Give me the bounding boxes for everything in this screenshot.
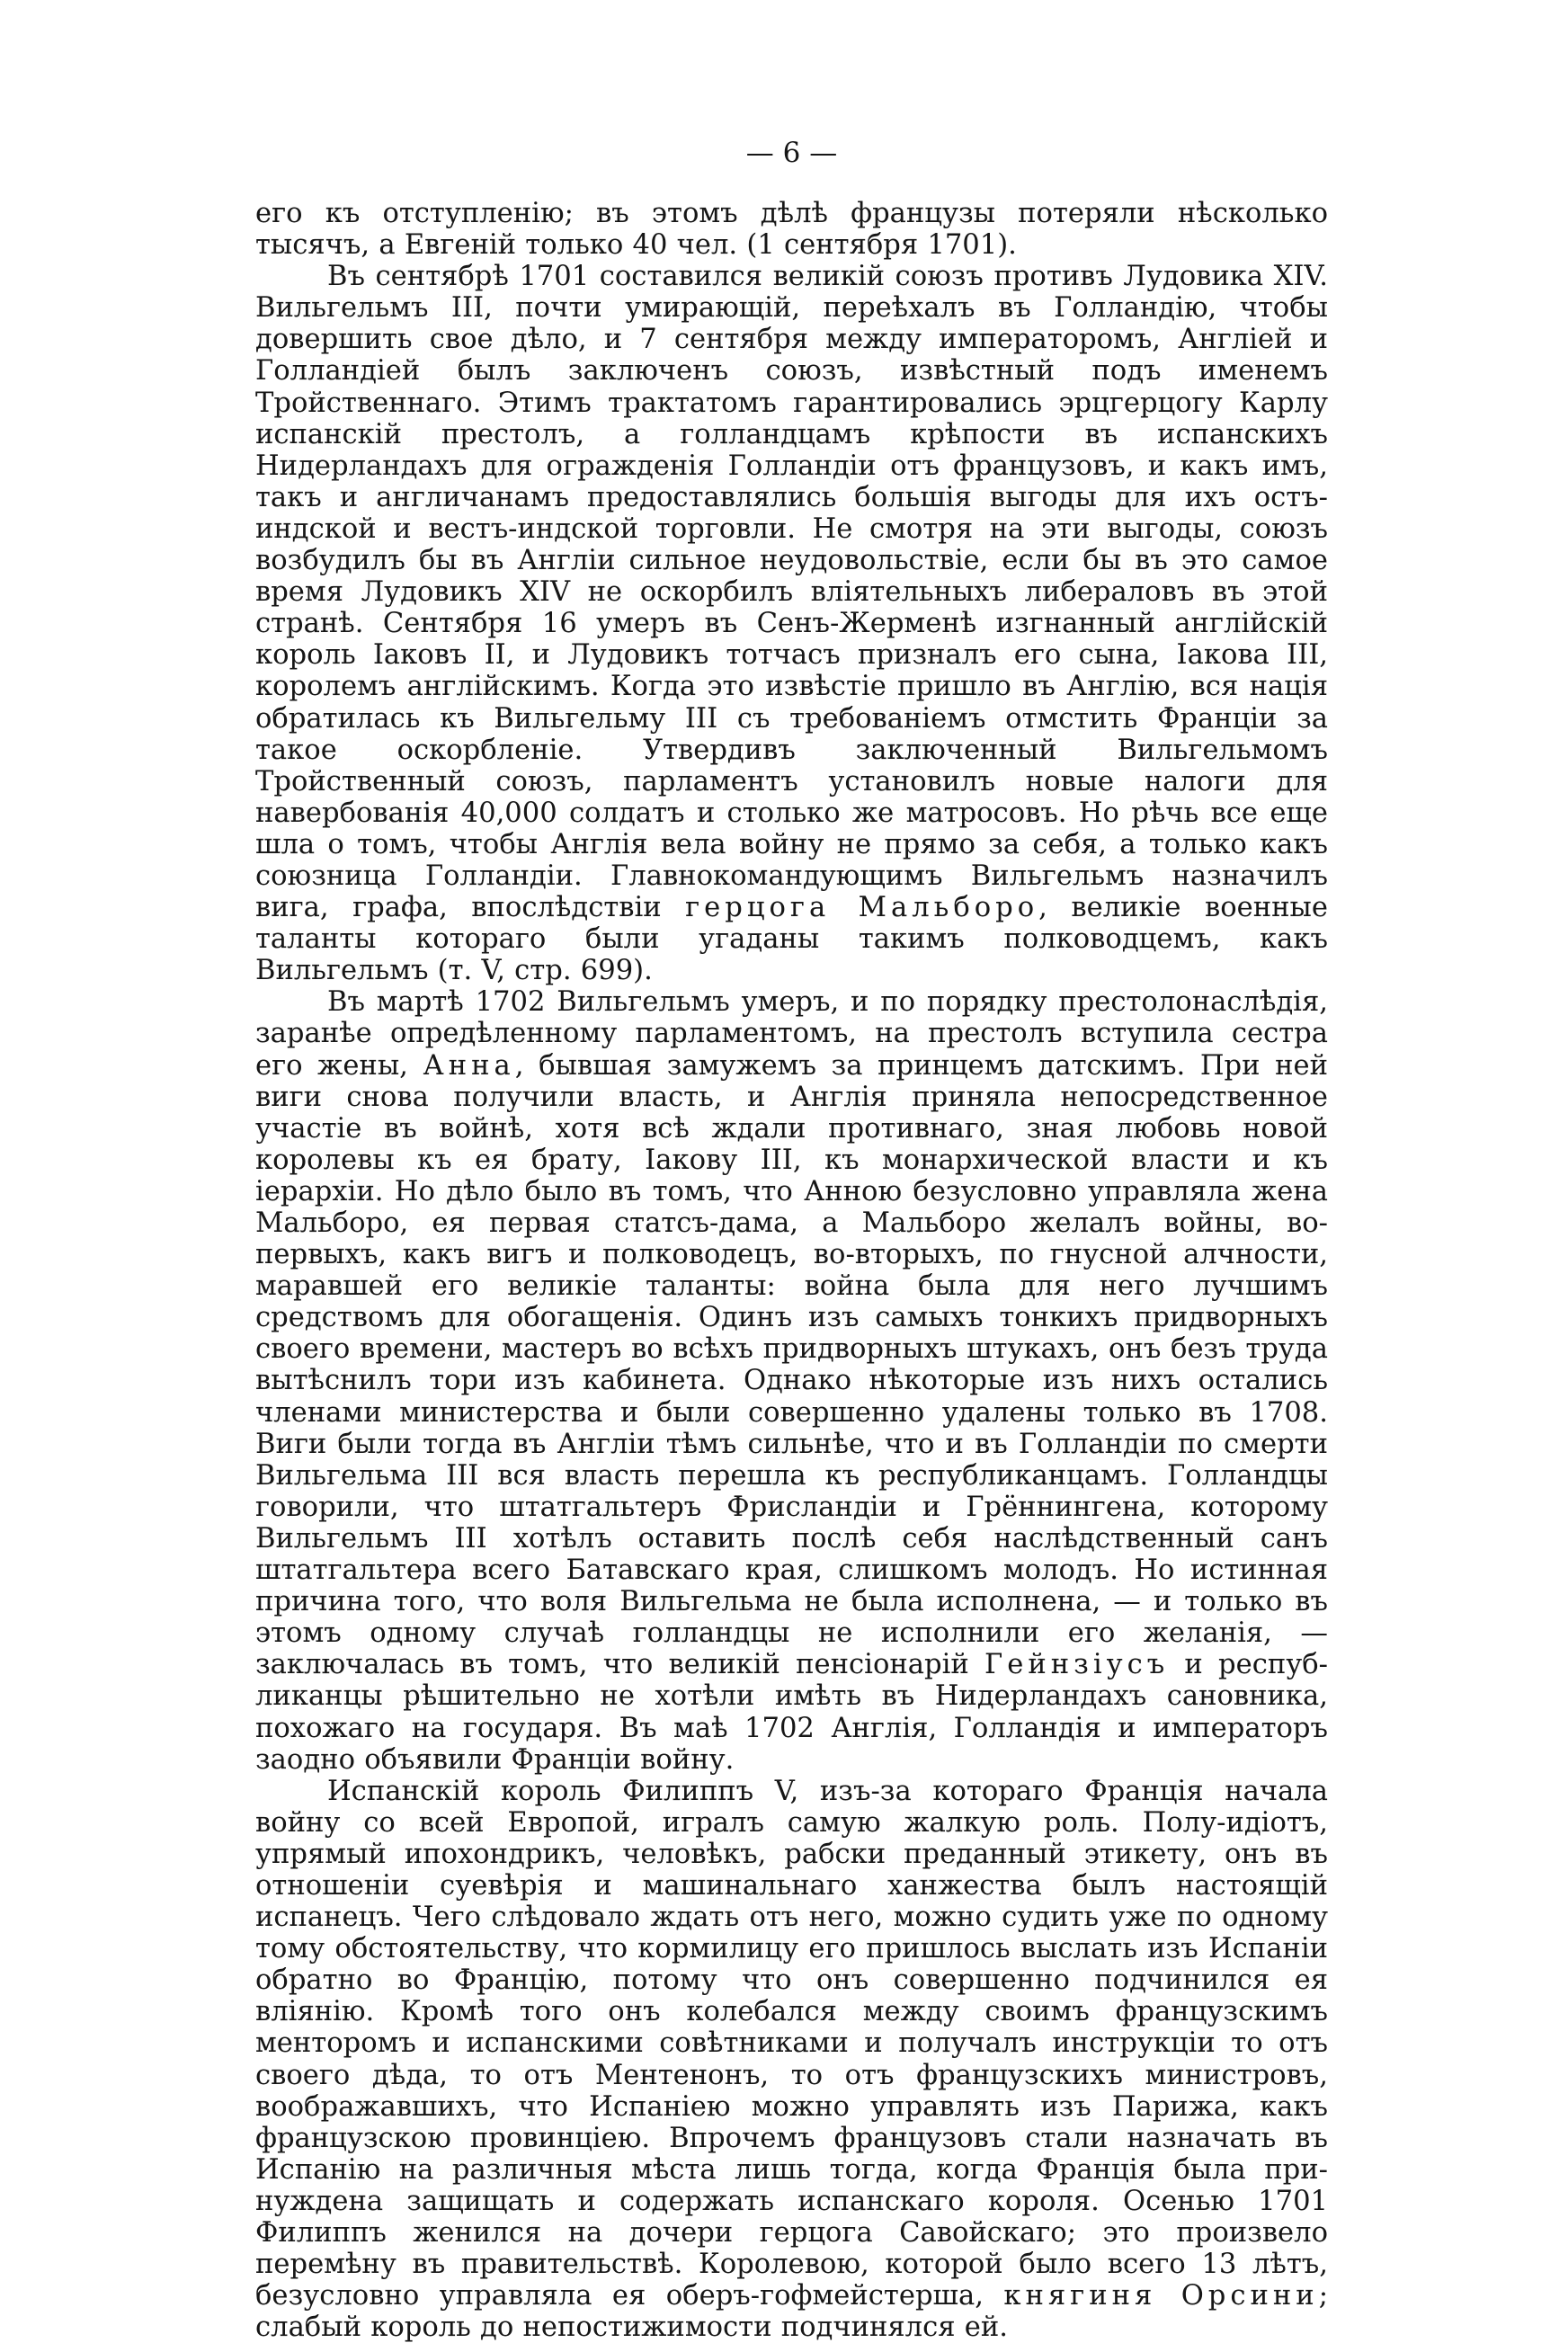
text-segment: Въ сентябрѣ 1701 составился великій союзъ противъ Лудовика XIV. Вильгельмъ III, почти умирающій, переѣхалъ въ Голландію, чтобы довершить свое дѣло, и 7 сентября между императоромъ, Англіей и Голландіей былъ заключенъ союзъ, извѣстный подъ именемъ Тройственнаго. Этимъ трактатомъ гарантировались эрцгерцогу Карлу испанскій престолъ, а голландцамъ крѣпости въ испанскихъ Нидерландахъ для огражденія Голландіи отъ французовъ, и какъ имъ, такъ и англичанамъ предоставлялись большія выгоды для ихъ остъ-индской и вестъ-индской торговли. Не смотря на эти выгоды, союзъ возбудилъ бы въ Англіи сильное неудовольствіе, если бы въ это самое время Лудовикъ XIV не оскорбилъ вліятельныхъ либераловъ въ этой странѣ. Сентября 16 умеръ въ Сенъ-Жерменѣ изгнанный англійскій король Іаковъ II, и Лудовикъ тотчасъ призналъ его сына, Іакова III, королемъ англійскимъ. Когда это извѣстіе пришло въ Англію, вся нація обратилась къ Вильгельму III съ требованіемъ отмстить Франціи за такое оскорбленіе. Утвердивъ заключенный Вильгельмомъ Тройственный союзъ, парламентъ установилъ новые налоги для навербованія 40,000 солдатъ и столько же матросовъ. Но рѣчь все еще шла о томъ, чтобы Англія вела войну не прямо за себя, а только какъ союзница Голландіи. Главнокомандующимъ Вильгельмъ назначилъ вига, графа, впослѣдствіи bbox=[255, 261, 1328, 924]
emphasized-name: Гейнзіусъ bbox=[984, 1649, 1170, 1681]
page-number: — 6 — bbox=[745, 137, 838, 169]
text-segment: и республиканцы рѣшительно не хотѣли имѣть въ Нидерландахъ сановника, похожаго на государя. Въ маѣ 1702 Англія, Голландія и императоръ заодно объявили Франціи войну. bbox=[255, 1649, 1328, 1776]
emphasized-name: княгиня Орсини bbox=[1003, 2280, 1319, 2312]
text-segment: Въ мартѣ 1702 Вильгельмъ умеръ, и по порядку престолонаслѣдія, заранѣе опредѣленному парламентомъ, на престолъ вступила сестра его жены, bbox=[255, 986, 1328, 1082]
text-segment: , великіе военные таланты котораго были угаданы такимъ полководцемъ, какъ Вильгельмъ (т. V, стр. 699). bbox=[255, 892, 1328, 987]
emphasized-name: герцога Мальборо bbox=[685, 892, 1039, 924]
book-page bbox=[255, 135, 1329, 2343]
text-segment: , бывшая замужемъ за принцемъ датскимъ. При ней виги снова получили власть, и Англія приняла непосредственное участіе въ войнѣ, хотя всѣ ждали противнаго, зная любовь новой королевы къ ея брату, Іакову III, къ монархической власти и къ іерархіи. Но дѣло было въ томъ, что Анною безусловно управляла жена Мальборо, ея первая статсъ-дама, а Мальборо желалъ войны, во-первыхъ, какъ вигъ и полководецъ, во-вторыхъ, по гнусной алчности, маравшей его великіе таланты: война была для него лучшимъ средствомъ для обогащенія. Одинъ изъ самыхъ тонкихъ придворныхъ своего времени, мастеръ во всѣхъ придворныхъ штукахъ, онъ безъ труда вытѣснилъ тори изъ кабинета. Однако нѣкоторые изъ нихъ остались членами министерства и были совершенно удалены только въ 1708. Виги были тогда въ Англіи тѣмъ сильнѣе, что и въ Голландіи по смерти Вильгельма III вся власть перешла къ республиканцамъ. Голландцы говорили, что штатгальтеръ Фрисландіи и Грённингена, которому Вильгельмъ III хотѣлъ оставить послѣ себя наслѣдственный санъ штатгальтера всего Батавскаго края, слишкомъ молодъ. Но истинная причина того, что воля Вильгельма не была исполнена, — и только въ этомъ одному случаѣ голландцы не исполнили его желанія, — заключалась въ томъ, что великій пенсіонарій bbox=[255, 1049, 1328, 1681]
text-segment: ; слабый король до непостижимости подчинялся ей. bbox=[255, 2280, 1329, 2343]
paragraph bbox=[255, 1776, 1328, 2343]
paragraph bbox=[255, 986, 1328, 1775]
emphasized-name: Анна bbox=[423, 1049, 515, 1082]
text-segment: его къ отступленію; въ этомъ дѣлѣ французы потеряли нѣсколько тысячъ, а Евгеній только 40 чел. (1 сентября 1701). bbox=[255, 198, 1328, 262]
body-text bbox=[255, 198, 1328, 2343]
text-segment: Испанскій король Филиппъ V, изъ-за котораго Франція начала войну со всей Европой, игралъ самую жалкую роль. Полу-идіотъ, упрямый ипохондрикъ, человѣкъ, рабски преданный этикету, онъ въ отношеніи суевѣрія и машинальнаго ханжества былъ настоящій испанецъ. Чего слѣдовало ждать отъ него, можно судить уже по одному тому обстоятельству, что кормилицу его пришлось выслать изъ Испаніи обратно во Францію, потому что онъ совершенно подчинился ея вліянію. Кромѣ того онъ колебался между своимъ французскимъ менторомъ и испанскими совѣтниками и получалъ инструкціи то отъ своего дѣда, то отъ Ментенонъ, то отъ французскихъ министровъ, воображавшихъ, что Испаніею можно управлять изъ Парижа, какъ французскою провинціею. Впрочемъ французовъ стали назначать въ Испанію на различныя мѣста лишь тогда, когда Франція была принуждена защищать и содержать испанскаго короля. Осенью 1701 Филиппъ женился на дочери герцога Савойскаго; это произвело перемѣну въ правительствѣ. Королевою, которой было всего 13 лѣтъ, безусловно управляла ея оберъ-гофмейстерша, bbox=[255, 1775, 1328, 2312]
paragraph bbox=[255, 261, 1328, 986]
paragraph bbox=[255, 198, 1328, 261]
